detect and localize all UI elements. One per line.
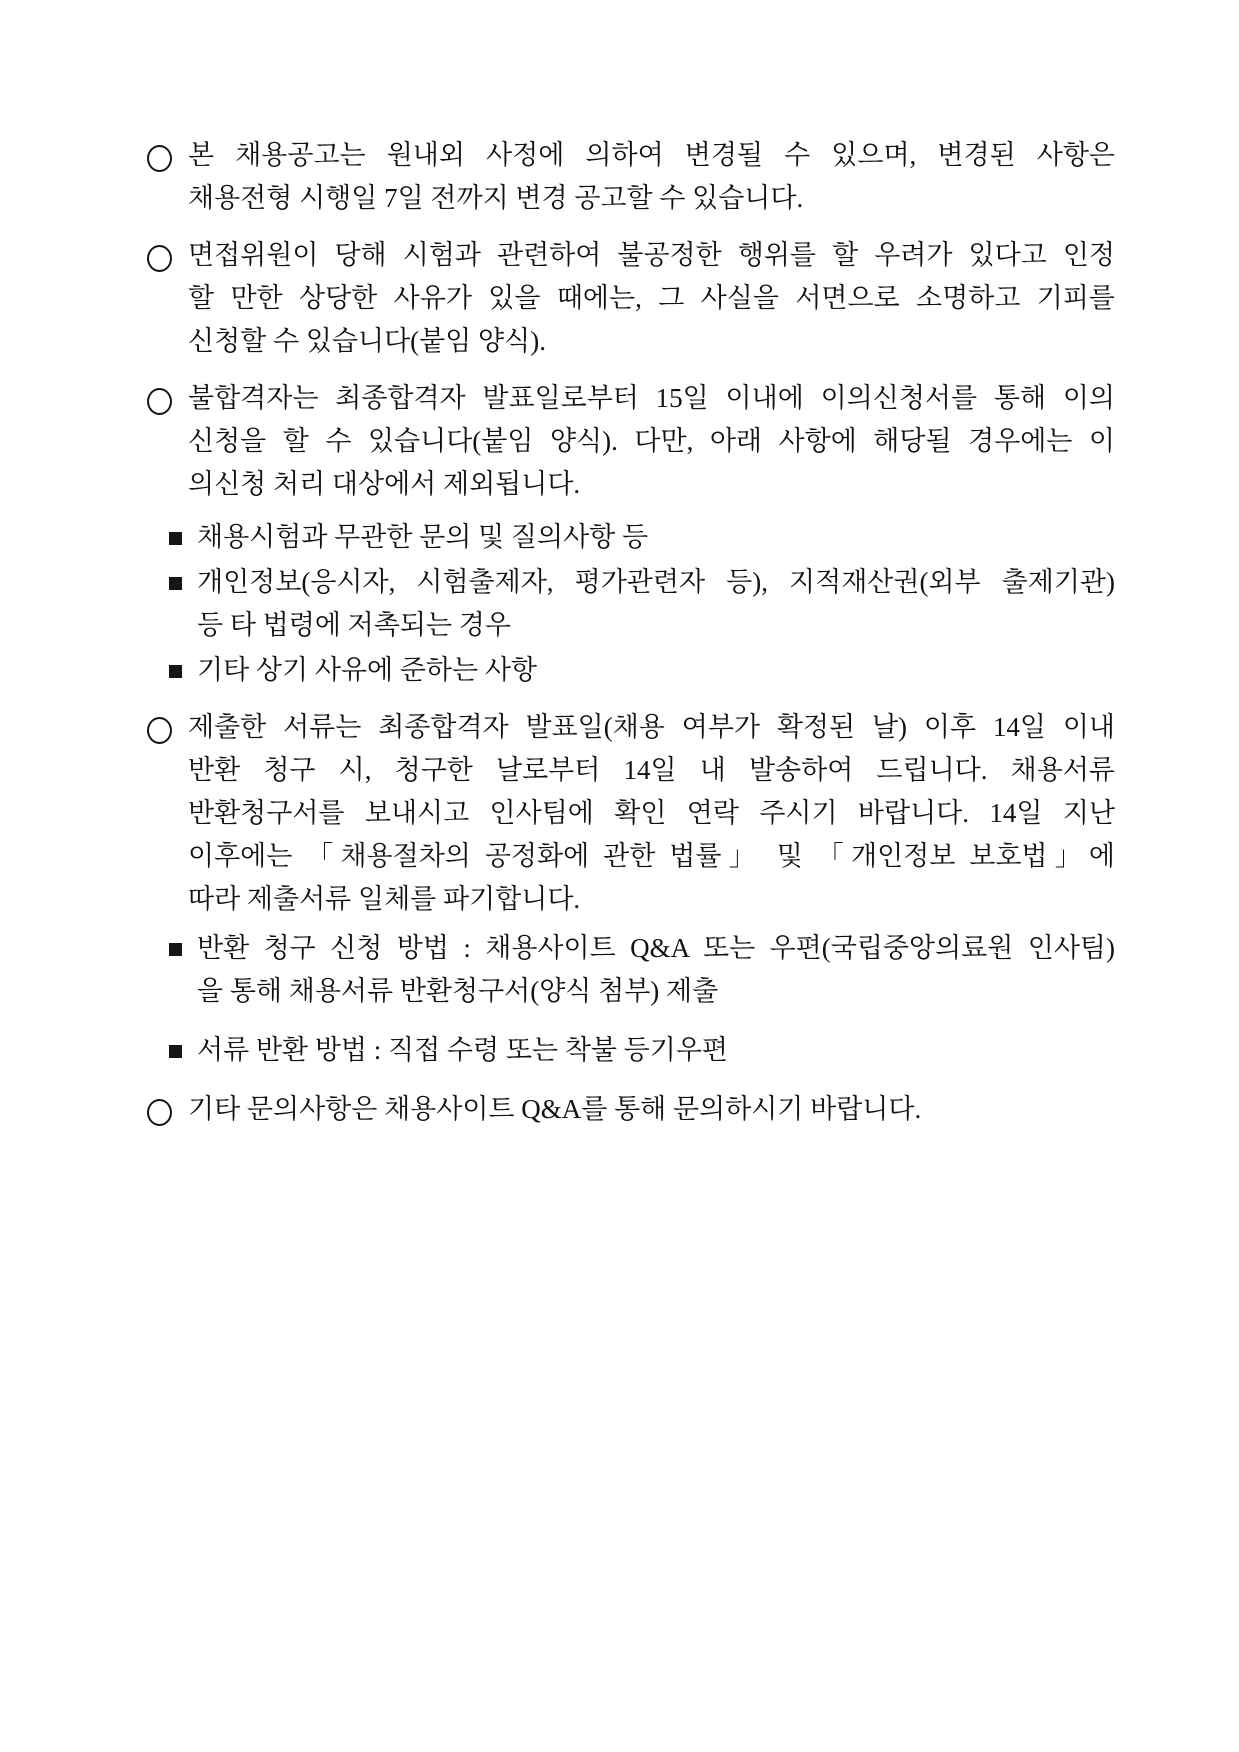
circle-bullet-icon	[147, 145, 172, 172]
notice-subitem	[147, 516, 1115, 559]
notice-line: 서류 반환 방법 : 직접 수령 또는 착불 등기우편	[197, 1035, 728, 1065]
notice-line: 불합격자는 최종합격자 발표일로부터 15일 이내에 이의신청서를 통해 이의	[188, 383, 1115, 413]
notice-line: 반환 청구 시, 청구한 날로부터 14일 내 발송하여 드립니다. 채용서류	[188, 755, 1115, 785]
circle-bullet-icon	[147, 1099, 172, 1126]
notice-item	[147, 134, 1115, 220]
notice-line: 기타 상기 사유에 준하는 사항	[197, 655, 537, 685]
notice-line: 신청할 수 있습니다(붙임 양식).	[188, 326, 546, 356]
notice-subitem	[147, 649, 1115, 692]
notice-line: 개인정보(응시자, 시험출제자, 평가관련자 등), 지적재산권(외부 출제기관)	[197, 567, 1115, 597]
notice-line: 신청을 할 수 있습니다(붙임 양식). 다만, 아래 사항에 해당될 경우에는 이	[188, 426, 1115, 456]
notice-line: 등 타 법령에 저촉되는 경우	[197, 610, 511, 640]
square-bullet-icon	[169, 1045, 182, 1058]
notice-line: 반환청구서를 보내시고 인사팀에 확인 연락 주시기 바랍니다. 14일 지난	[188, 798, 1115, 828]
notice-line: 반환 청구 신청 방법 : 채용사이트 Q&A 또는 우편(국립중앙의료원 인사팀)	[197, 933, 1115, 963]
notice-line: 기타 문의사항은 채용사이트 Q&A를 통해 문의하시기 바랍니다.	[188, 1094, 922, 1124]
notice-subitem	[147, 561, 1115, 647]
circle-bullet-icon	[147, 245, 172, 272]
notice-subitem	[147, 927, 1115, 1013]
square-bullet-icon	[169, 532, 182, 545]
notice-line: 을 통해 채용서류 반환청구서(양식 첨부) 제출	[197, 976, 719, 1006]
notice-item	[147, 377, 1115, 506]
notice-line: 제출한 서류는 최종합격자 발표일(채용 여부가 확정된 날) 이후 14일 이내	[188, 712, 1115, 742]
notice-subitem	[147, 1029, 1115, 1072]
square-bullet-icon	[169, 943, 182, 956]
notice-item	[147, 234, 1115, 363]
notice-line: 이후에는 「채용절차의 공정화에 관한 법률」 및 「개인정보 보호법」에	[188, 841, 1115, 871]
notice-line: 채용전형 시행일 7일 전까지 변경 공고할 수 있습니다.	[188, 183, 804, 213]
notice-line: 면접위원이 당해 시험과 관련하여 불공정한 행위를 할 우려가 있다고 인정	[188, 240, 1115, 270]
notice-line: 할 만한 상당한 사유가 있을 때에는, 그 사실을 서면으로 소명하고 기피를	[188, 283, 1115, 313]
notice-line: 의신청 처리 대상에서 제외됩니다.	[188, 469, 581, 499]
notice-item	[147, 706, 1115, 921]
circle-bullet-icon	[147, 717, 172, 744]
notice-line: 따라 제출서류 일체를 파기합니다.	[188, 884, 581, 914]
square-bullet-icon	[169, 665, 182, 678]
notice-line: 본 채용공고는 원내외 사정에 의하여 변경될 수 있으며, 변경된 사항은	[188, 140, 1115, 170]
notice-line: 채용시험과 무관한 문의 및 질의사항 등	[197, 522, 649, 552]
square-bullet-icon	[169, 577, 182, 590]
circle-bullet-icon	[147, 388, 172, 415]
notice-item	[147, 1088, 1115, 1131]
